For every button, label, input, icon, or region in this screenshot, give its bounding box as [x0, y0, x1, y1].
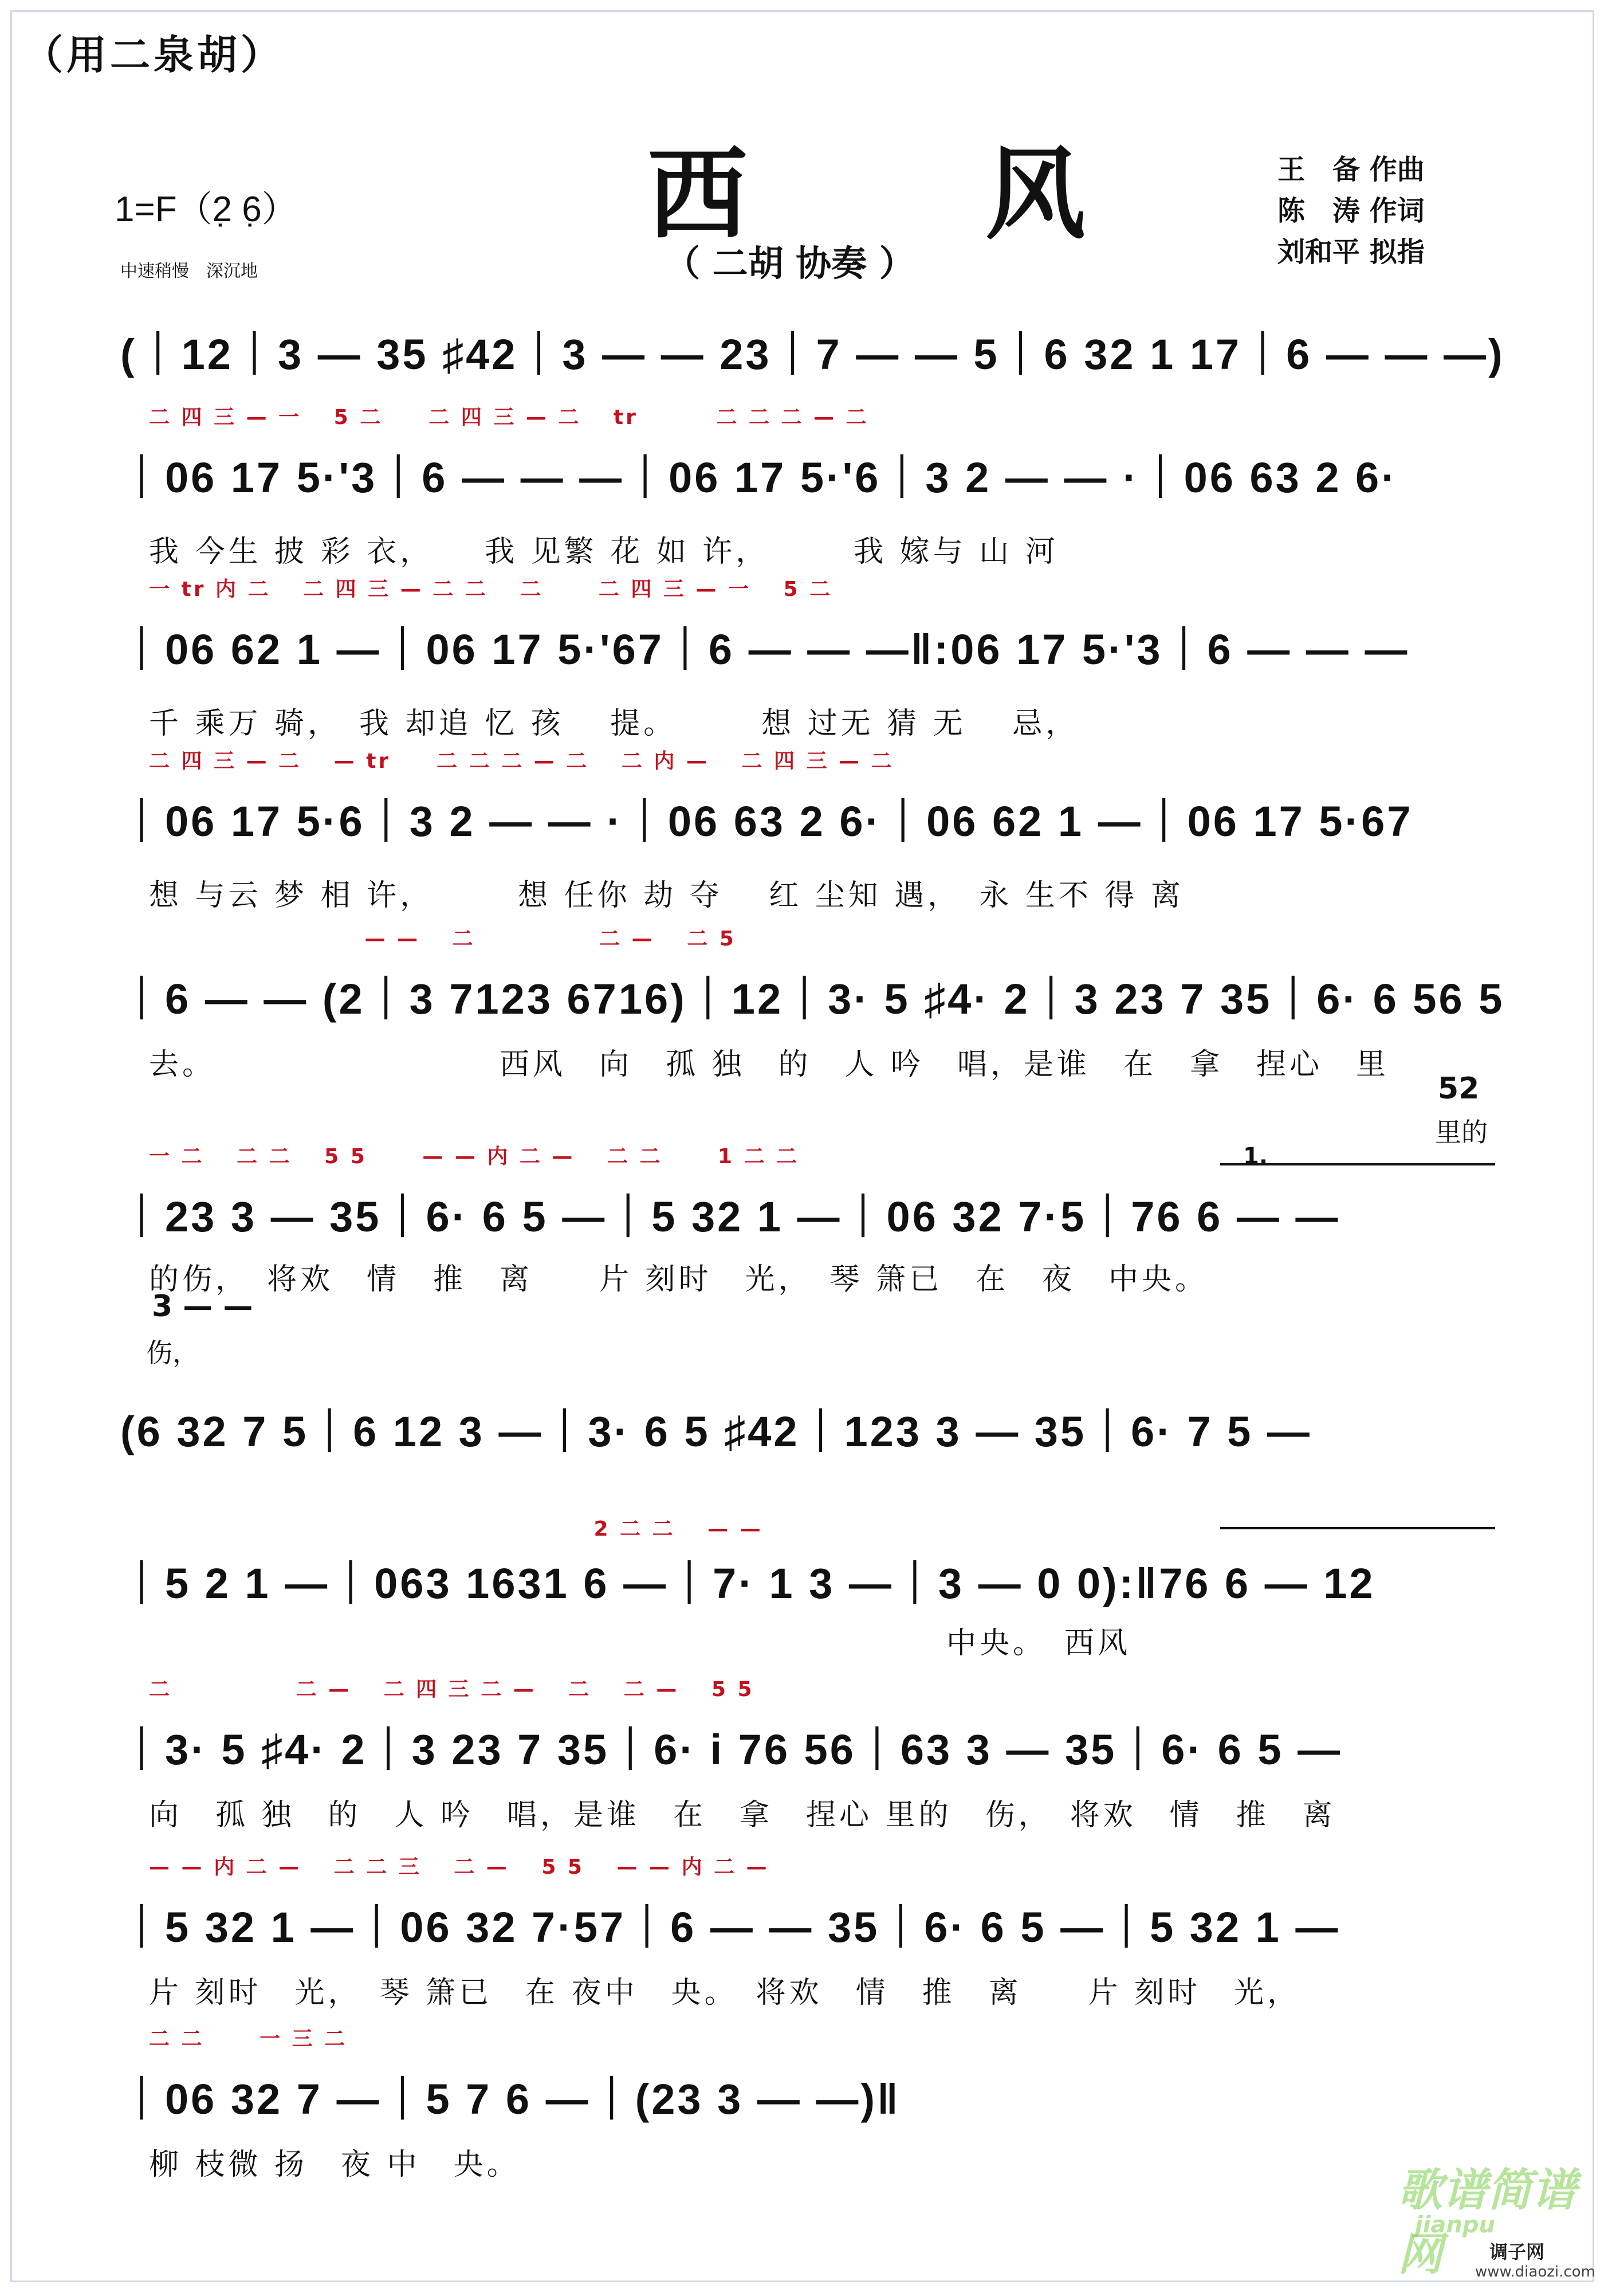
notes-row: ｜3· 5 ♯4· 2｜3 23 7 35｜6· i 76 56｜63 3 — 35｜6· 6 5 —	[120, 1726, 1343, 1773]
notes-row: (｜12｜3 — 35 ♯42｜3 — — 23｜7 — — 5｜6 32 1 17｜6 — — —)	[120, 331, 1505, 378]
alternate-lyric: 里的	[1435, 1117, 1488, 1148]
fingering-row: 一 tr 内 二 二 四 三 — 二 二 二 二 四 三 — 一 5 二	[149, 578, 833, 601]
subtitle: （ 二胡 协奏 ）	[665, 242, 915, 284]
alternate-notes: 52	[1438, 1072, 1480, 1106]
site-name: 调子网	[1489, 2241, 1545, 2263]
volta-1-label: 1.	[1243, 1143, 1268, 1169]
notes-row: ｜5 2 1 —｜063 1631 6 —｜7· 1 3 —｜3 — 0 0):‖76 6 — 12	[120, 1560, 1375, 1607]
credits	[1277, 149, 1425, 273]
lyrics-row: 向 孤 独 的 人 吟 唱，是谁 在 拿 捏心 里的 伤， 将欢 情 推 离	[149, 1798, 1336, 1832]
fingering-row: 2 二 二 — —	[149, 1517, 763, 1541]
extra-notes: 3 — —	[152, 1289, 253, 1324]
lyrics-row: 的伤， 将欢 情 推 离 片 刻时 光， 琴 箫已 在 夜 中央。	[149, 1262, 1209, 1297]
fingering-row: — — 内 二 — 二 二 三 二 — 5 5 — — 内 二 —	[149, 1855, 769, 1879]
instrument-note: （用二泉胡）	[23, 31, 284, 79]
site-url: www.diaozi.com	[1475, 2263, 1595, 2281]
notes-row: ｜5 32 1 —｜06 32 7·57｜6 — — 35｜6· 6 5 —｜5 32 1 —	[120, 1903, 1340, 1951]
extra-lyric: 伤，	[146, 1337, 199, 1368]
notes-row: ｜23 3 — 35｜6· 6 5 —｜5 32 1 —｜06 32 7·5｜76 6 — —	[120, 1193, 1340, 1241]
page-title: 西 风	[647, 136, 1154, 253]
fingering-row: 一 二 二 二 5 5 — — 内 二 — 二 二 1 二 二	[149, 1145, 800, 1168]
key-signature: 1=F（2̣ 6̣）	[115, 190, 297, 229]
lyrics-row: 片 刻时 光， 琴 箫已 在 夜中 央。 将欢 情 推 离 片 刻时 光，	[149, 1976, 1301, 2010]
lyrics-row: 去。 西风 向 孤 独 的 人 吟 唱，是谁 在 拿 捏心 里	[149, 1047, 1390, 1082]
notes-row: ｜06 32 7 —｜5 7 6 —｜(23 3 — —)‖	[120, 2075, 901, 2123]
credit-composer: 王 备 作曲	[1277, 154, 1425, 186]
watermark-logo: 歌谱简谱网	[1398, 2165, 1577, 2281]
fingering-row: 二 二 一 三 二	[149, 2027, 348, 2051]
volta-2-line	[1220, 1527, 1495, 1529]
fingering-row: 二 四 三 — 二 — tr 二 二 二 — 二 二 内 — 二 四 三 — 二	[149, 749, 894, 773]
credit-lyricist: 陈 涛 作词	[1277, 195, 1425, 227]
credit-fingering: 刘和平 拟指	[1277, 236, 1425, 268]
tempo-marking: 中速稍慢 深沉地	[120, 261, 258, 281]
lyrics-row: 我 今生 披 彩 衣， 我 见繁 花 如 许， 我 嫁与 山 河	[149, 535, 1059, 569]
notes-row: ｜06 17 5·'3｜6 — — —｜06 17 5·'6｜3 2 — — ·｜06 63 2 6·	[120, 454, 1398, 501]
watermark-url: jianpu	[1415, 2212, 1495, 2238]
lyrics-row: 中央。 西风	[149, 1626, 1131, 1661]
notes-row: ｜6 — — (2｜3 7123 6716)｜12｜3· 5 ♯4· 2｜3 23 7 35｜6· 6 56 5	[120, 975, 1505, 1023]
lyrics-row: 千 乘万 骑， 我 却追 忆 孩 提。 想 过无 猜 无 忌，	[149, 707, 1079, 741]
notes-row: ｜06 62 1 —｜06 17 5·'67｜6 — — —‖:06 17 5·'3｜6 — — —	[120, 626, 1410, 673]
notes-row: (6 32 7 5｜6 12 3 —｜3· 6 5 ♯42｜123 3 — 35｜6· 7 5 —	[120, 1408, 1312, 1455]
fingering-row: 二 四 三 — 一 5 二 二 四 三 — 二 tr 二 二 二 — 二	[149, 406, 869, 429]
notes-row: ｜06 17 5·6｜3 2 — — ·｜06 63 2 6·｜06 62 1 —｜06 17 5·67	[120, 798, 1413, 845]
lyrics-row: 柳 枝微 扬 夜 中 央。	[149, 2148, 520, 2182]
fingering-row: — — 二 二 — 二 5	[149, 927, 736, 951]
lyrics-row: 想 与云 梦 相 许， 想 任你 劫 夺 红 尘知 遇， 永 生不 得 离	[149, 878, 1184, 913]
fingering-row: 二 二 — 二 四 三 二 — 二 二 — 5 5	[149, 1678, 754, 1701]
